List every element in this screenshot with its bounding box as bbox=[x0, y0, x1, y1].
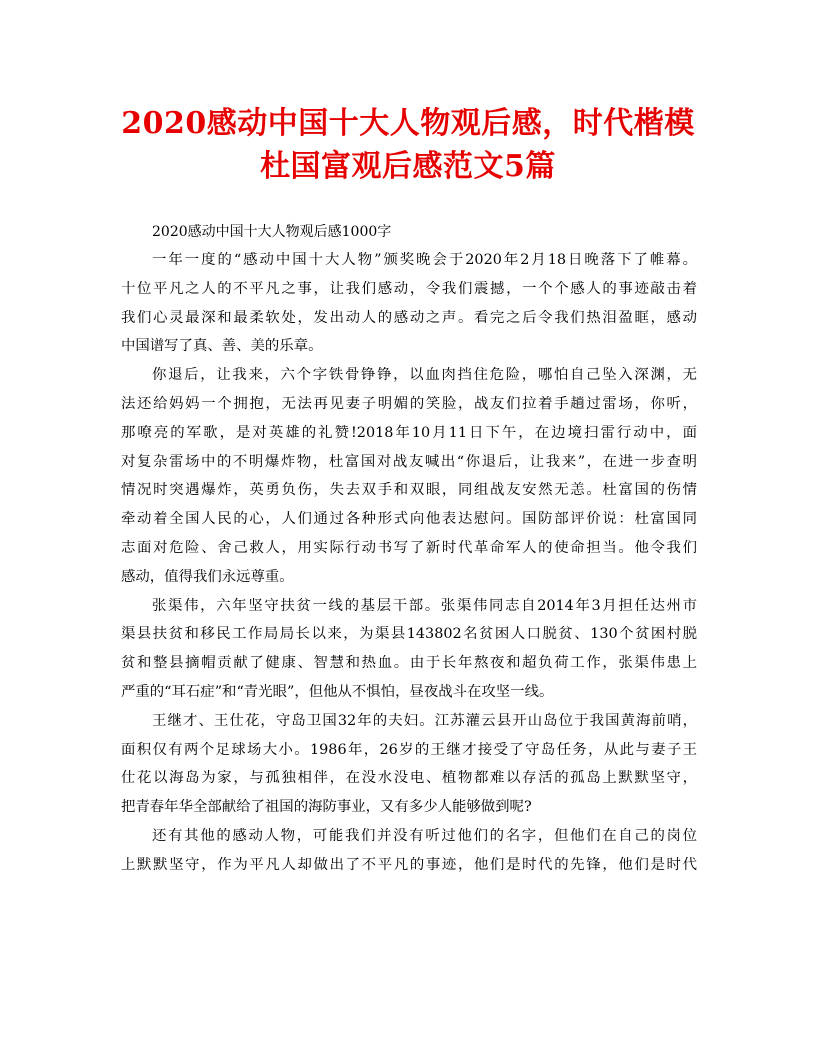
text-line: 渠县扶贫和移民工作局局长以来，为渠县143802名贫困人口脱贫、130个贫困村脱 bbox=[121, 626, 697, 643]
title-line-1: 2020感动中国十大人物观后感，时代楷模 bbox=[121, 106, 695, 141]
text-line: 你退后，让我来，六个字铁骨铮铮，以血肉挡住危险，哪怕自己坠入深渊，无 bbox=[152, 367, 697, 384]
text-line: 面积仅有两个足球场大小。1986年，26岁的王继才接受了守岛任务，从此与妻子王 bbox=[121, 741, 697, 758]
text-line: 仕花以海岛为家，与孤独相伴，在没水没电、植物都难以存活的孤岛上默默坚守， bbox=[121, 770, 697, 787]
document-body bbox=[121, 218, 697, 880]
text-line: 我们心灵最深和最柔软处，发出动人的感动之声。看完之后令我们热泪盈眶，感动 bbox=[121, 309, 697, 326]
text-line: 那嘹亮的军歌，是对英雄的礼赞!2018年10月11日下午，在边境扫雷行动中，面 bbox=[121, 424, 697, 441]
text-line: 还有其他的感动人物，可能我们并没有听过他们的名字，但他们在自己的岗位 bbox=[152, 827, 697, 844]
paragraph-5 bbox=[121, 822, 697, 880]
paragraph-4 bbox=[121, 707, 697, 822]
text-line: 把青春年华全部献给了祖国的海防事业，又有多少人能够做到呢? bbox=[121, 799, 532, 816]
document-title bbox=[100, 102, 716, 188]
text-line: 中国谱写了真、善、美的乐章。 bbox=[121, 338, 323, 355]
text-line: 贫和整县摘帽贡献了健康、智慧和热血。由于长年熬夜和超负荷工作，张渠伟患上 bbox=[121, 655, 697, 672]
text-line: 严重的“耳石症”和“青光眼”，但他从不惧怕，昼夜战斗在攻坚一线。 bbox=[121, 683, 554, 700]
text-line: 上默默坚守，作为平凡人却做出了不平凡的事迹，他们是时代的先锋，他们是时代 bbox=[121, 856, 697, 873]
section-heading: 2020感动中国十大人物观后感1000字 bbox=[152, 224, 392, 240]
text-line: 十位平凡之人的不平凡之事，让我们感动，令我们震撼，一个个感人的事迹敲击着 bbox=[121, 280, 697, 297]
text-line: 张渠伟，六年坚守扶贫一线的基层干部。张渠伟同志自2014年3月担任达州市 bbox=[152, 597, 697, 614]
paragraph-2 bbox=[121, 361, 697, 591]
text-line: 一年一度的“感动中国十大人物”颁奖晚会于2020年2月18日晚落下了帷幕。 bbox=[152, 252, 697, 268]
text-line: 法还给妈妈一个拥抱，无法再见妻子明媚的笑脸，战友们拉着手趟过雷场，你听， bbox=[121, 395, 697, 412]
text-line: 对复杂雷场中的不明爆炸物，杜富国对战友喊出“你退后，让我来”，在进一步查明 bbox=[121, 453, 697, 470]
title-line-2: 杜国富观后感范文5篇 bbox=[260, 149, 556, 184]
text-line: 王继才、王仕花，守岛卫国32年的夫妇。江苏灌云县开山岛位于我国黄海前哨， bbox=[152, 712, 697, 729]
text-line: 情况时突遇爆炸，英勇负伤，失去双手和双眼，同组战友安然无恙。杜富国的伤情 bbox=[121, 482, 697, 499]
text-line: 感动，值得我们永远尊重。 bbox=[121, 568, 294, 585]
text-line: 志面对危险、舍己救人，用实际行动书写了新时代革命军人的使命担当。他令我们 bbox=[121, 539, 697, 556]
paragraph-1 bbox=[121, 246, 697, 361]
text-line: 牵动着全国人民的心，人们通过各种形式向他表达慰问。国防部评价说：杜富国同 bbox=[121, 511, 697, 528]
paragraph-3 bbox=[121, 592, 697, 707]
